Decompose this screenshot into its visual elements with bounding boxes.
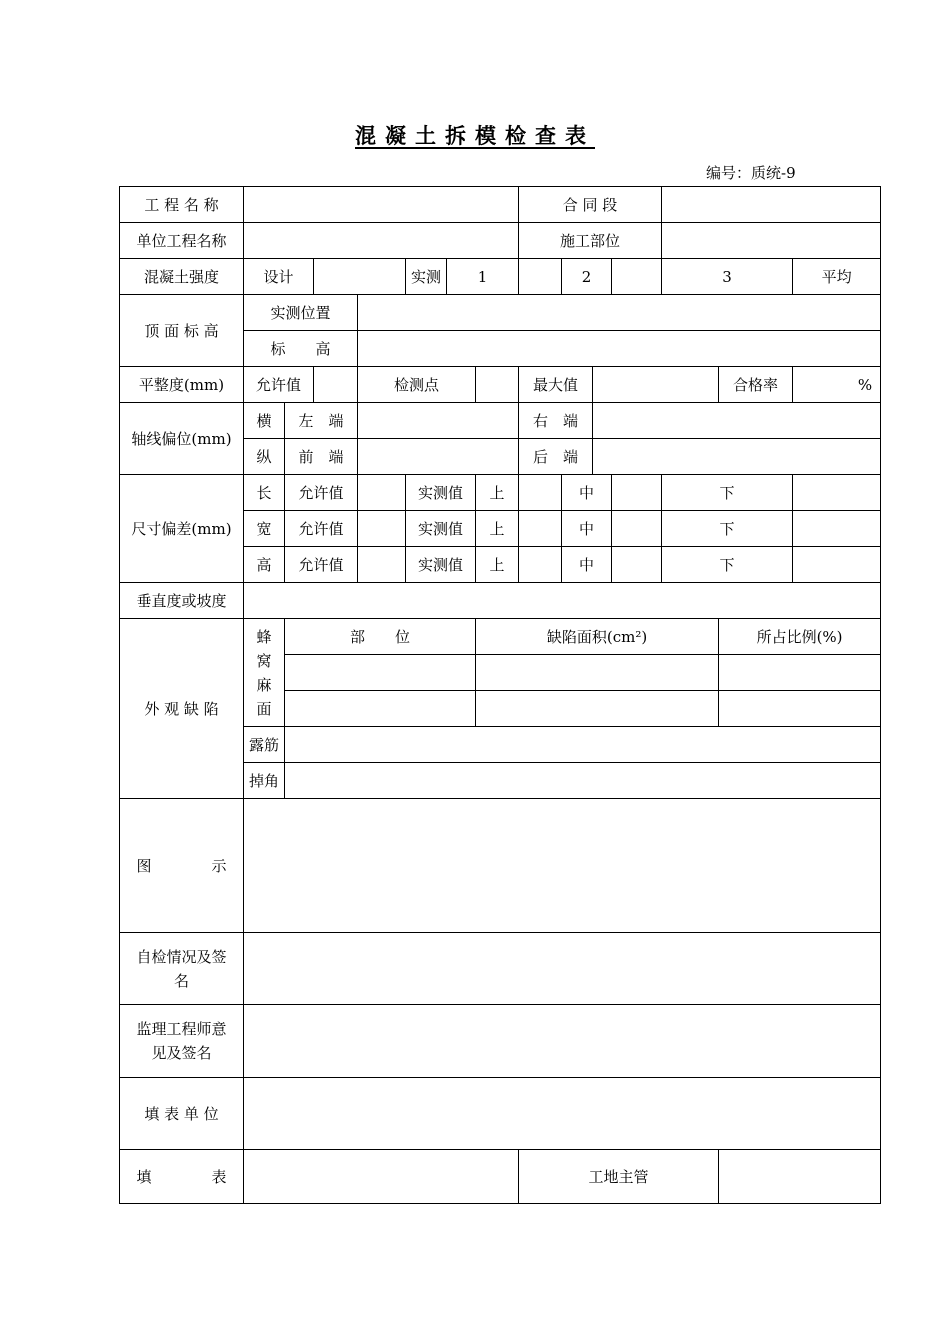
max-value-value[interactable] [593,367,719,403]
lower-label: 下 [662,475,793,511]
measured-1-label: 1 [447,259,519,295]
measured-2-value[interactable] [612,259,662,295]
defect-area-value[interactable] [476,655,719,691]
middle-value[interactable] [612,475,662,511]
width-label: 宽 [244,511,285,547]
filling-unit-value[interactable] [244,1078,881,1150]
contract-section-value[interactable] [662,187,881,223]
lower-label: 下 [662,511,793,547]
self-check-value[interactable] [244,933,881,1005]
right-end-value[interactable] [593,403,881,439]
pass-rate-value[interactable]: % [793,367,881,403]
front-end-value[interactable] [358,439,519,475]
table-row [120,475,881,511]
ratio-header: 所占比例(%) [719,619,881,655]
design-value[interactable] [314,259,406,295]
table-row [120,583,881,619]
middle-value[interactable] [612,547,662,583]
measured-label: 实测值 [406,475,476,511]
table-row [120,619,881,655]
part-value[interactable] [285,655,476,691]
max-value-label: 最大值 [519,367,593,403]
middle-label: 中 [562,511,612,547]
verticality-value[interactable] [244,583,881,619]
table-row [120,259,881,295]
project-name-label: 工 程 名 称 [120,187,244,223]
check-points-label: 检测点 [358,367,476,403]
table-row [120,799,881,933]
upper-value[interactable] [519,547,562,583]
top-elevation-label: 顶 面 标 高 [120,295,244,367]
supervisor-value[interactable] [244,1005,881,1078]
unit-project-name-value[interactable] [244,223,519,259]
construction-part-label: 施工部位 [519,223,662,259]
upper-value[interactable] [519,475,562,511]
back-end-label: 后 端 [519,439,593,475]
flatness-allowed-value[interactable] [314,367,358,403]
unit-project-name-label: 单位工程名称 [120,223,244,259]
size-deviation-label: 尺寸偏差(mm) [120,475,244,583]
self-check-label: 自检情况及签 名 [120,933,244,1005]
lower-value[interactable] [793,547,881,583]
measured-2-label: 2 [562,259,612,295]
pass-rate-label: 合格率 [719,367,793,403]
lower-value[interactable] [793,475,881,511]
allowed-value[interactable] [358,547,406,583]
measured-label: 实测值 [406,547,476,583]
measured-position-value[interactable] [358,295,881,331]
table-row [120,187,881,223]
allowed-label: 允许值 [285,511,358,547]
filled-by-value[interactable] [244,1150,519,1204]
vertical-label: 纵 [244,439,285,475]
lower-label: 下 [662,547,793,583]
allowed-value[interactable] [358,511,406,547]
table-row [120,295,881,331]
middle-value[interactable] [612,511,662,547]
exposed-rebar-value[interactable] [285,727,881,763]
strength-label: 混凝土强度 [120,259,244,295]
height-label: 高 [244,547,285,583]
length-label: 长 [244,475,285,511]
site-manager-label: 工地主管 [519,1150,719,1204]
middle-label: 中 [562,475,612,511]
part-value[interactable] [285,691,476,727]
form-number: 编号：质统-9 [706,164,796,182]
left-end-value[interactable] [358,403,519,439]
table-row [120,403,881,439]
construction-part-value[interactable] [662,223,881,259]
axis-offset-label: 轴线偏位(mm) [120,403,244,475]
table-row [120,223,881,259]
table-row [120,1150,881,1204]
exposed-rebar-label: 露筋 [244,727,285,763]
ratio-value[interactable] [719,655,881,691]
elevation-value[interactable] [358,331,881,367]
measured-3-label: 3 [662,259,793,295]
upper-label: 上 [476,547,519,583]
part-header: 部 位 [285,619,476,655]
allowed-label: 允许值 [285,475,358,511]
right-end-label: 右 端 [519,403,593,439]
site-manager-value[interactable] [719,1150,881,1204]
honeycomb-label: 蜂窝麻面 [244,619,285,727]
table-row [120,1005,881,1078]
defect-area-header: 缺陷面积(cm²) [476,619,719,655]
measured-label: 实测值 [406,511,476,547]
table-row [120,933,881,1005]
back-end-value[interactable] [593,439,881,475]
diagram-label: 图 示 [120,799,244,933]
upper-label: 上 [476,475,519,511]
front-end-label: 前 端 [285,439,358,475]
design-label: 设计 [244,259,314,295]
allowed-value[interactable] [358,475,406,511]
horizontal-label: 横 [244,403,285,439]
check-points-value[interactable] [476,367,519,403]
average-label: 平均 [793,259,881,295]
table-row [120,1078,881,1150]
elevation-label: 标 高 [244,331,358,367]
inspection-table [119,186,881,1204]
left-end-label: 左 端 [285,403,358,439]
broken-corner-value[interactable] [285,763,881,799]
filling-unit-label: 填 表 单 位 [120,1078,244,1150]
diagram-area[interactable] [244,799,881,933]
middle-label: 中 [562,547,612,583]
measured-label: 实测 [406,259,447,295]
upper-value[interactable] [519,511,562,547]
filled-by-label: 填 表 [120,1150,244,1204]
page-title: 混凝土拆模检查表 [355,123,595,148]
verticality-label: 垂直度或坡度 [120,583,244,619]
contract-section-label: 合 同 段 [519,187,662,223]
appearance-defects-label: 外 观 缺 陷 [120,619,244,799]
broken-corner-label: 掉角 [244,763,285,799]
ratio-value[interactable] [719,691,881,727]
lower-value[interactable] [793,511,881,547]
flatness-allowed-label: 允许值 [244,367,314,403]
measured-position-label: 实测位置 [244,295,358,331]
flatness-label: 平整度(mm) [120,367,244,403]
allowed-label: 允许值 [285,547,358,583]
defect-area-value[interactable] [476,691,719,727]
project-name-value[interactable] [244,187,519,223]
supervisor-label: 监理工程师意见及签名 [120,1005,244,1078]
measured-1-value[interactable] [519,259,562,295]
upper-label: 上 [476,511,519,547]
table-row [120,367,881,403]
